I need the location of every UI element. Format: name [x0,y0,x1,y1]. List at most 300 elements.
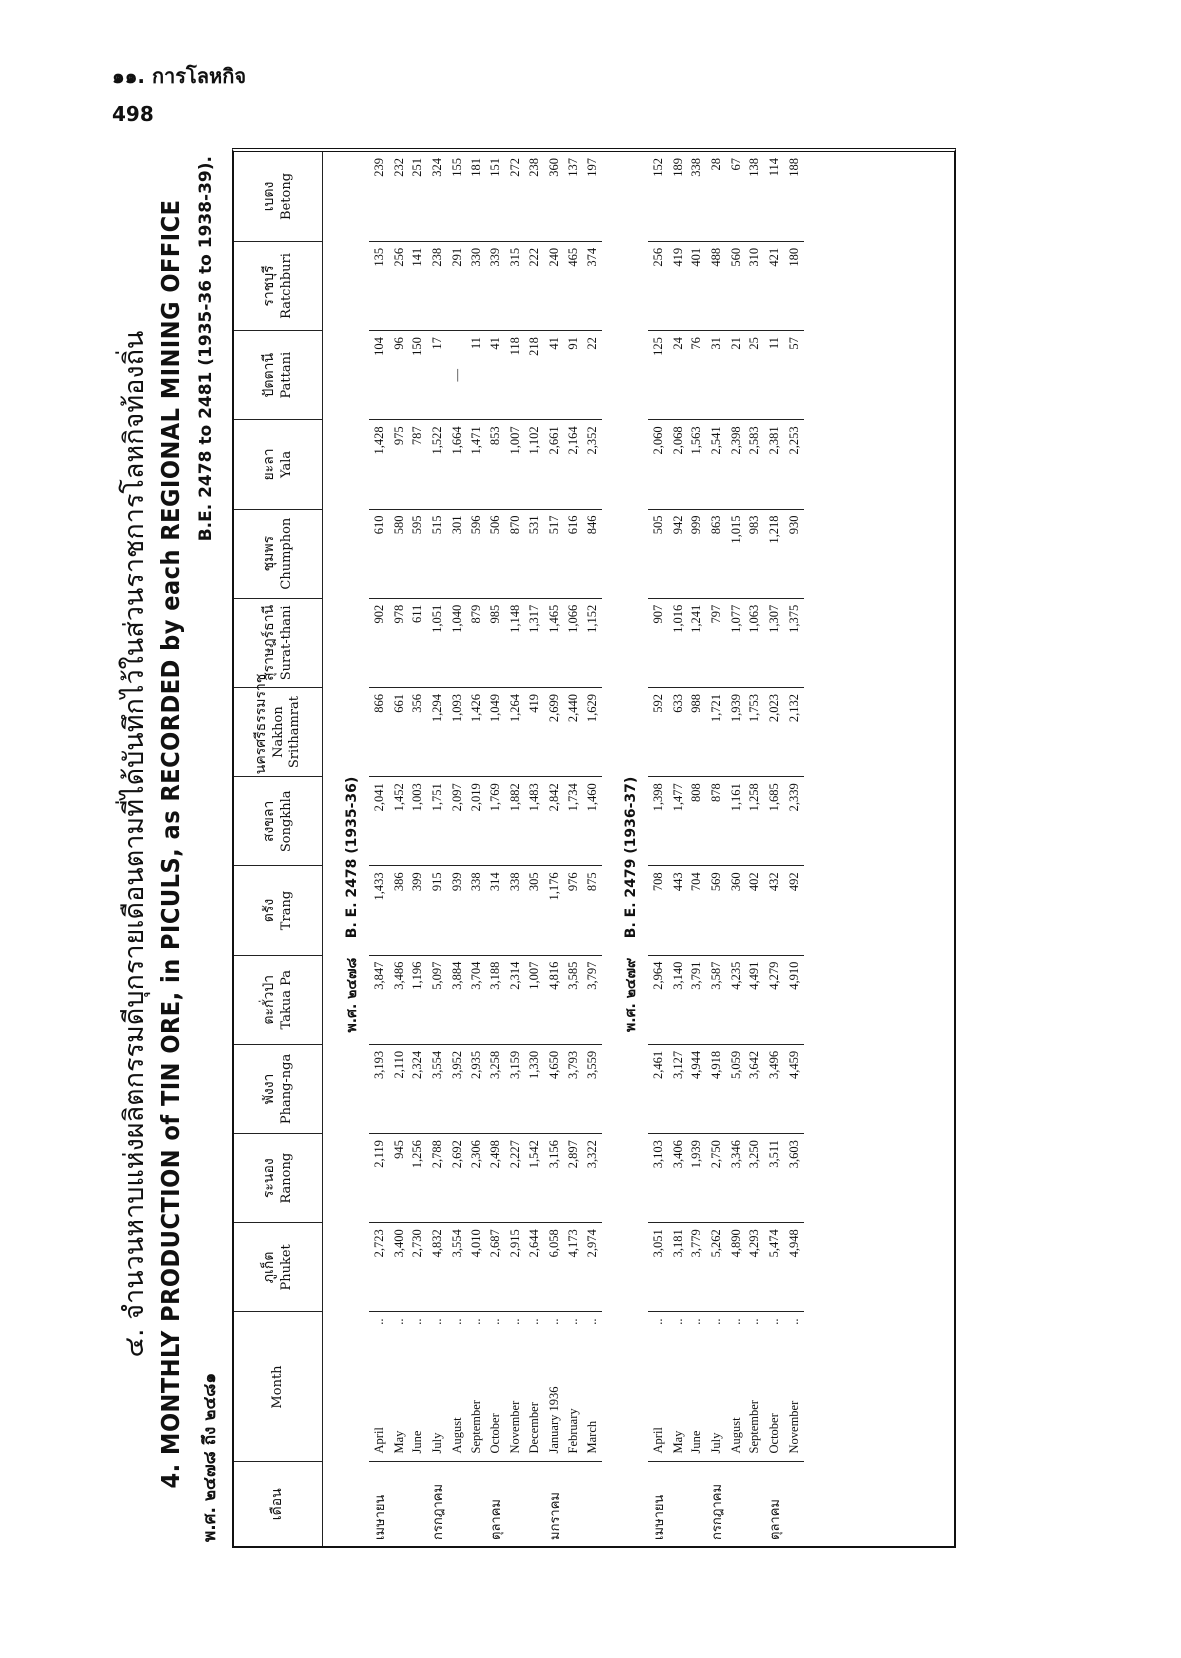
month-thai-cell: กรกฎาคม [706,1462,727,1546]
value-cell: 1,452 [390,777,409,866]
value-cell: — [448,331,467,420]
leader-dots: .. [526,1318,541,1331]
value-cell: 492 [785,866,804,955]
month-label: February [566,1408,581,1454]
value-cell: 808 [687,777,706,866]
value-cell: 305 [525,866,544,955]
value-cell: 1,939 [727,687,746,776]
value-cell: 1,471 [467,420,486,509]
value-cell: 338 [506,866,525,955]
month-cell [583,1312,602,1462]
value-cell: 1,483 [525,777,544,866]
value-cell: 1,063 [746,598,765,687]
value-cell: 2,644 [525,1223,544,1312]
month-cell [706,1312,727,1462]
value-cell: 67 [728,158,743,171]
column-header-english: Month [269,1365,285,1409]
value-cell: 2,119 [369,1134,390,1223]
column-header-thai: ยะลา [261,448,278,481]
value-cell: 4,459 [785,1044,804,1133]
value-cell: 975 [390,420,409,509]
column-header-thai: ชุมพร [261,535,278,572]
month-cell [525,1312,544,1462]
month-label: September [468,1400,483,1454]
column-header-thai: เบตง [261,181,278,212]
value-cell: 1,102 [525,420,544,509]
leader-dots: .. [670,1318,685,1331]
month-label: June [410,1430,425,1454]
month-thai-cell [525,1462,544,1546]
value-cell: 3,181 [669,1223,688,1312]
value-cell: 978 [390,598,409,687]
value-cell: 2,461 [648,1044,669,1133]
column-header [234,955,323,1044]
value-cell: 41 [485,331,506,420]
value-cell: 1,152 [583,598,602,687]
value-cell: 2,498 [485,1134,506,1223]
value-cell: 3,779 [687,1223,706,1312]
month-cell [764,1312,785,1462]
value-cell: 708 [648,866,669,955]
column-header-thai: ปัตตานี [261,352,278,398]
rotated-table-block [90,140,960,1548]
value-cell: 137 [566,158,581,177]
value-cell: 1,066 [565,598,584,687]
month-label: March [584,1420,599,1454]
value-cell: 2,314 [506,955,525,1044]
column-header-english: Betong [278,172,294,220]
column-header-english: Ratchburi [278,253,294,319]
value-cell: 2,023 [764,687,785,776]
value-cell: 338 [467,866,486,955]
column-header [234,1134,323,1223]
value-cell: 5,474 [764,1223,785,1312]
column-header [234,1312,323,1462]
value-cell: 2,583 [746,420,765,509]
value-cell: 1,093 [448,687,467,776]
month-cell [369,1312,390,1462]
column-header [234,866,323,955]
month-thai-cell [746,1462,765,1546]
leader-dots: .. [650,1318,665,1331]
month-thai-cell [448,1462,467,1546]
value-cell: 3,704 [467,955,486,1044]
value-cell: 2,068 [669,420,688,509]
value-cell: 1,330 [525,1044,544,1133]
value-cell: 125 [648,331,669,420]
value-cell: 1,465 [544,598,565,687]
value-cell: 3,797 [583,955,602,1044]
table-row [565,152,584,1546]
leader-dots: .. [508,1318,523,1331]
table-row [369,152,390,1546]
value-cell: 945 [390,1134,409,1223]
value-cell: 2,661 [544,420,565,509]
month-thai-cell [785,1462,804,1546]
column-header-thai: นครศรีธรรมราช [253,673,269,775]
value-cell: 611 [409,598,428,687]
value-cell: 1,258 [746,777,765,866]
month-label: July [708,1432,723,1454]
value-cell: 356 [409,687,428,776]
value-cell: 3,511 [764,1134,785,1223]
value-cell: 560 [727,241,746,330]
month-thai-cell: เมษายน [648,1462,669,1546]
month-cell [648,1312,669,1462]
value-cell: 1,317 [525,598,544,687]
column-header [234,1462,323,1546]
value-cell: 3,103 [648,1134,669,1223]
value-cell: 4,235 [727,955,746,1044]
value-cell: 401 [687,241,706,330]
value-cell: 2,324 [409,1044,428,1133]
value-cell: 22 [583,331,602,420]
value-cell: 1,051 [427,598,448,687]
title-english: 4. MONTHLY PRODUCTION of TIN ORE, in PICULS, as RECORDED by each REGIONAL MINING OFFICE [156,199,185,1489]
value-cell: 863 [706,509,727,598]
value-cell: 870 [506,509,525,598]
month-label: November [786,1400,801,1454]
value-cell: 1,007 [506,420,525,509]
value-cell: 999 [687,509,706,598]
leader-dots: .. [747,1318,762,1331]
value-cell: 595 [409,509,428,598]
value-cell: 704 [687,866,706,955]
leader-dots: .. [449,1318,464,1331]
column-header-thai: พังงา [261,1073,278,1105]
month-thai-cell [390,1462,409,1546]
table-row [467,152,486,1546]
month-thai-cell: ตุลาคม [485,1462,506,1546]
value-cell: 915 [427,866,448,955]
chapter-header: ๑๑. การโลหกิจ [112,64,247,88]
month-thai-cell: มกราคม [544,1462,565,1546]
value-cell: 879 [467,598,486,687]
value-cell: 3,884 [448,955,467,1044]
value-cell: 1,721 [706,687,727,776]
column-header-thai: สงขลา [261,800,278,842]
value-cell: 1,294 [427,687,448,776]
column-header-thai: ตะกั่วป่า [261,974,278,1025]
value-cell: 4,279 [764,955,785,1044]
section-heading-row [335,152,369,1546]
value-cell: 2,788 [427,1134,448,1223]
value-cell: 515 [427,509,448,598]
value-cell: 1,542 [525,1134,544,1223]
value-cell: 1,007 [525,955,544,1044]
value-cell: 421 [764,241,785,330]
value-cell: 239 [372,158,386,177]
value-cell: 3,193 [369,1044,390,1133]
value-cell: 4,650 [544,1044,565,1133]
value-cell: 1,426 [467,687,486,776]
value-cell: 2,227 [506,1134,525,1223]
month-label: December [526,1402,541,1454]
month-thai-cell [467,1462,486,1546]
value-cell: 2,964 [648,955,669,1044]
table-row [506,152,525,1546]
value-cell: 1,218 [764,509,785,598]
value-cell: 291 [448,241,467,330]
value-cell: 2,730 [409,1223,428,1312]
value-cell: 21 [727,331,746,420]
table-row [583,152,602,1546]
value-cell: 1,460 [583,777,602,866]
value-cell: 2,692 [448,1134,467,1223]
value-cell: 875 [583,866,602,955]
value-cell: 610 [369,509,390,598]
value-cell: 505 [648,509,669,598]
value-cell: 360 [727,866,746,955]
value-cell: 256 [390,241,409,330]
column-header [234,241,323,330]
value-cell: 1,196 [409,955,428,1044]
value-cell: 3,127 [669,1044,688,1133]
value-cell: 488 [706,241,727,330]
value-cell: 3,554 [427,1044,448,1133]
month-thai-cell: เมษายน [369,1462,390,1546]
value-cell: 251 [410,158,425,177]
value-cell: 1,433 [369,866,390,955]
table-row [544,152,565,1546]
value-cell: 118 [506,331,525,420]
month-label: June [689,1430,704,1454]
leader-dots: .. [689,1318,704,1331]
value-cell: 5,097 [427,955,448,1044]
month-thai-cell [687,1462,706,1546]
value-cell: 1,685 [764,777,785,866]
value-cell: 3,952 [448,1044,467,1133]
value-cell: 2,041 [369,777,390,866]
value-cell: 330 [467,241,486,330]
value-cell: 151 [488,158,503,177]
value-cell: 91 [565,331,584,420]
value-cell: 238 [427,241,448,330]
value-cell: 3,400 [390,1223,409,1312]
value-cell: 41 [544,331,565,420]
value-cell: 3,847 [369,955,390,1044]
page-number: 498 [112,102,154,126]
value-cell: 985 [485,598,506,687]
table-row [706,152,727,1546]
value-cell: 846 [583,509,602,598]
value-cell: 2,060 [648,420,669,509]
value-cell: 797 [706,598,727,687]
value-cell: 942 [669,509,688,598]
value-cell: 2,339 [785,777,804,866]
value-cell: 232 [391,158,406,177]
value-cell: 2,723 [369,1223,390,1312]
table-body [323,152,844,1546]
leader-dots: .. [430,1318,445,1331]
value-cell: 3,559 [583,1044,602,1133]
month-label: October [488,1413,503,1454]
value-cell: 907 [648,598,669,687]
table-row [409,152,428,1546]
value-cell: 4,816 [544,955,565,1044]
value-cell: 1,375 [785,598,804,687]
value-cell: 3,188 [485,955,506,1044]
month-cell [448,1312,467,1462]
month-thai-cell: ตุลาคม [764,1462,785,1546]
value-cell: 399 [409,866,428,955]
month-thai-cell [583,1462,602,1546]
month-label: August [728,1417,743,1454]
table-row [485,152,506,1546]
month-thai-cell [727,1462,746,1546]
range-thai: พ.ศ. ๒๔๗๘ ถึง ๒๔๘๑ [200,1372,220,1542]
section-heading: พ.ศ. ๒๔๗๘ B. E. 2478 (1935-36) [344,776,360,1033]
value-cell: 301 [448,509,467,598]
value-cell: 592 [648,687,669,776]
value-cell: 5,059 [727,1044,746,1133]
column-header-english: Nakhon Srithamrat [270,696,302,769]
column-header-english: Takua Pa [278,970,294,1030]
value-cell: 314 [485,866,506,955]
value-cell: 188 [786,158,801,177]
value-cell: 2,842 [544,777,565,866]
month-label: September [747,1400,762,1454]
value-cell: 138 [747,158,762,177]
value-cell: 1,049 [485,687,506,776]
value-cell: 3,140 [669,955,688,1044]
value-cell: 6,058 [544,1223,565,1312]
value-cell: 902 [369,598,390,687]
value-cell: 983 [746,509,765,598]
column-header-thai: ราชบุรี [261,265,278,307]
value-cell: 3,322 [583,1134,602,1223]
value-cell: 1,939 [687,1134,706,1223]
title-thai: ๔. จำนวนหาบแห่งผลิตกรรมดีบุกรายเดือนตามที่ได้บันทึกไว้ในส่วนราชการโลหกิจท้องถิ่น [119,330,150,1358]
table-row [785,152,804,1546]
value-cell: 2,019 [467,777,486,866]
column-header [234,331,323,420]
leader-dots: .. [566,1318,581,1331]
month-thai-cell: กรกฎาคม [427,1462,448,1546]
value-cell: 1,629 [583,687,602,776]
month-label: May [670,1430,685,1454]
value-cell: 374 [583,241,602,330]
value-cell: 2,381 [764,420,785,509]
value-cell: 2,352 [583,420,602,509]
column-header [234,509,323,598]
column-header [234,420,323,509]
value-cell: 2,897 [565,1134,584,1223]
value-cell: 419 [669,241,688,330]
column-header [234,598,323,687]
table-row [687,152,706,1546]
month-thai-cell [506,1462,525,1546]
leader-dots: .. [468,1318,483,1331]
table-row [525,152,544,1546]
value-cell: 339 [485,241,506,330]
value-cell: 531 [525,509,544,598]
value-cell: 197 [584,158,599,177]
column-header [234,152,323,241]
value-cell: 3,554 [448,1223,467,1312]
month-cell [485,1312,506,1462]
value-cell: 3,791 [687,955,706,1044]
value-cell: 256 [648,241,669,330]
value-cell: 218 [525,331,544,420]
leader-dots: .. [410,1318,425,1331]
value-cell: 2,750 [706,1134,727,1223]
table-row [746,152,765,1546]
value-cell: 661 [390,687,409,776]
value-cell: 853 [485,420,506,509]
value-cell: 57 [785,331,804,420]
value-cell: 155 [449,158,464,177]
value-cell: 402 [746,866,765,955]
value-cell: 1,428 [369,420,390,509]
value-cell: 4,293 [746,1223,765,1312]
value-cell: 2,541 [706,420,727,509]
value-cell: 1,563 [687,420,706,509]
value-cell: 28 [708,158,723,171]
value-cell: 939 [448,866,467,955]
value-cell: 3,159 [506,1044,525,1133]
value-cell: 310 [746,241,765,330]
value-cell: 17 [427,331,448,420]
value-cell: 3,585 [565,955,584,1044]
value-cell: 222 [525,241,544,330]
value-cell: 465 [565,241,584,330]
value-cell: 3,250 [746,1134,765,1223]
value-cell: 2,253 [785,420,804,509]
column-header-english: Chumphon [278,517,294,590]
value-cell: 616 [565,509,584,598]
value-cell: 1,664 [448,420,467,509]
value-cell: 443 [669,866,688,955]
value-cell: 4,944 [687,1044,706,1133]
value-cell: 4,832 [427,1223,448,1312]
month-thai-cell [565,1462,584,1546]
month-thai-cell [669,1462,688,1546]
value-cell: 3,486 [390,955,409,1044]
value-cell: 25 [746,331,765,420]
value-cell: 135 [369,241,390,330]
month-label: April [650,1427,665,1454]
leader-dots: .. [391,1318,406,1331]
value-cell: 4,910 [785,955,804,1044]
column-header-thai: สุราษฎร์ธานี [261,604,278,681]
table-row [448,152,467,1546]
month-cell [727,1312,746,1462]
value-cell: 3,793 [565,1044,584,1133]
value-cell: 1,753 [746,687,765,776]
value-cell: 1,264 [506,687,525,776]
value-cell: 1,256 [409,1134,428,1223]
value-cell: 3,642 [746,1044,765,1133]
value-cell: 517 [544,509,565,598]
value-cell: 1,307 [764,598,785,687]
month-label: August [449,1417,464,1454]
month-cell [427,1312,448,1462]
value-cell: 11 [764,331,785,420]
value-cell: 189 [670,158,685,177]
leader-dots: .. [708,1318,723,1331]
leader-dots: .. [584,1318,599,1331]
value-cell: 4,491 [746,955,765,1044]
value-cell: 419 [525,687,544,776]
range-english: B.E. 2478 to 2481 (1935-36 to 1938-39). [196,156,216,542]
value-cell: 633 [669,687,688,776]
month-cell [669,1312,688,1462]
production-table [232,148,956,1548]
value-cell: 580 [390,509,409,598]
value-cell: 2,306 [467,1134,486,1223]
value-cell: 976 [565,866,584,955]
